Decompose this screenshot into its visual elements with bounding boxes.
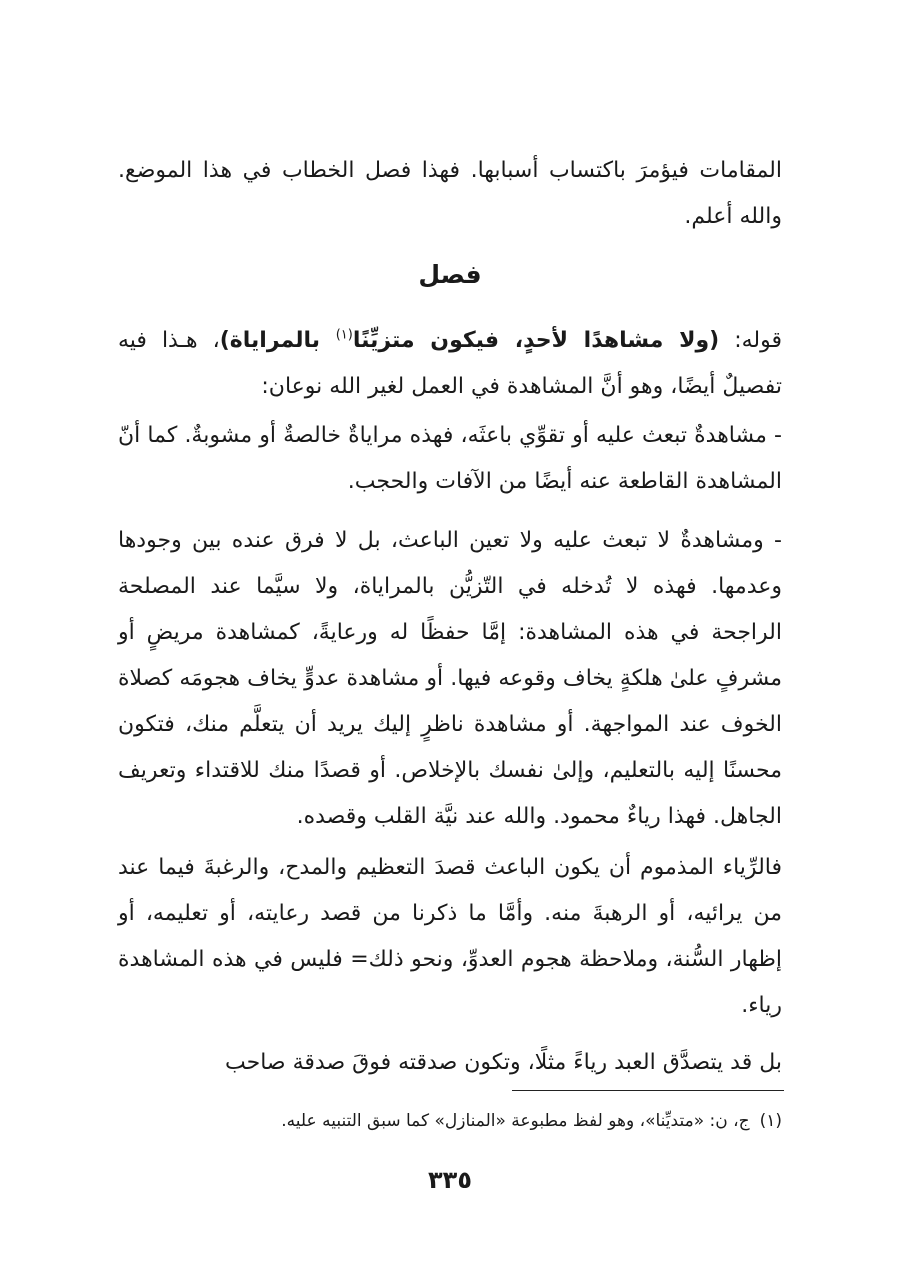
- quote-paragraph: [118, 318, 782, 410]
- quote-end: بالمراياة): [219, 328, 336, 353]
- footnote: [118, 1106, 782, 1136]
- type-two-paragraph: - ومشاهدةٌ لا تبعث عليه ولا تعين الباعث، بل لا فرق عنده بين وجودها وعدمها. فهذه لا تُدخله في التّزيُّن بالمراياة، ولا سيَّما عند المصلحة الراجحة في هذه المشاهدة: إمَّا حفظًا له ورعايةً، كمشاهدة مريضٍ أو مشرفٍ علىٰ هلكةٍ يخاف وقوعه فيها. أو مشاهدة عدوٍّ يخاف هجومَه كصلاة الخوف عند المواجهة. أو مشاهدة ناظرٍ إليك يريد أن يتعلَّم منك، فتكون محسنًا إليه بالتعليم، وإلىٰ نفسك بالإخلاص. أو قصدًا منك للاقتداء وتعريف الجاهل. فهذا رياءٌ محمود. والله عند نيَّة القلب وقصده.: [118, 528, 782, 829]
- blameworthy-paragraph: فالرِّياء المذموم أن يكون الباعث قصدَ التعظيم والمدح، والرغبةَ فيما عند من يرائيه، أو الرهبةَ منه. وأمَّا ما ذكرنا من قصد رعايته، أو تعليمه، أو إظهار السُّنة، وملاحظة هجوم العدوِّ، ونحو ذلك= فليس في هذه المشاهدة رياء.: [118, 855, 782, 1018]
- page-number: ٣٣٥: [428, 1166, 472, 1194]
- type-one-paragraph: - مشاهدةٌ تبعث عليه أو تقوِّي باعثَه، فهذه مراياةٌ خالصةٌ أو مشوبةٌ. كما أنّ المشاهدة القاطعة عنه أيضًا من الآفات والحجب.: [118, 423, 782, 494]
- footnote-text: ج، ن: «متديِّنا»، وهو لفظ مطبوعة «المنازل» كما سبق التنبيه عليه.: [281, 1111, 750, 1131]
- footnote-number: (١): [759, 1111, 782, 1131]
- closing-line: بل قد يتصدَّق العبد رياءً مثلًا، وتكون صدقته فوقَ صدقة صاحب: [225, 1050, 782, 1075]
- footnote-divider: [512, 1090, 784, 1091]
- quote-lead: قوله:: [719, 328, 782, 353]
- intro-paragraph: المقامات فيؤمرَ باكتساب أسبابها. فهذا فصل الخطاب في هذا الموضع. والله أعلم.: [118, 158, 782, 229]
- quote-text: (ولا مشاهدًا لأحدٍ، فيكون متزيِّنًا: [352, 328, 720, 353]
- footnote-ref[interactable]: (١): [335, 327, 353, 343]
- quote-rest: ، هـذا فيه تفصيلٌ أيضًا، وهو أنَّ المشاهدة في العمل لغير الله نوعان:: [118, 328, 782, 399]
- section-heading: فصل: [418, 260, 482, 289]
